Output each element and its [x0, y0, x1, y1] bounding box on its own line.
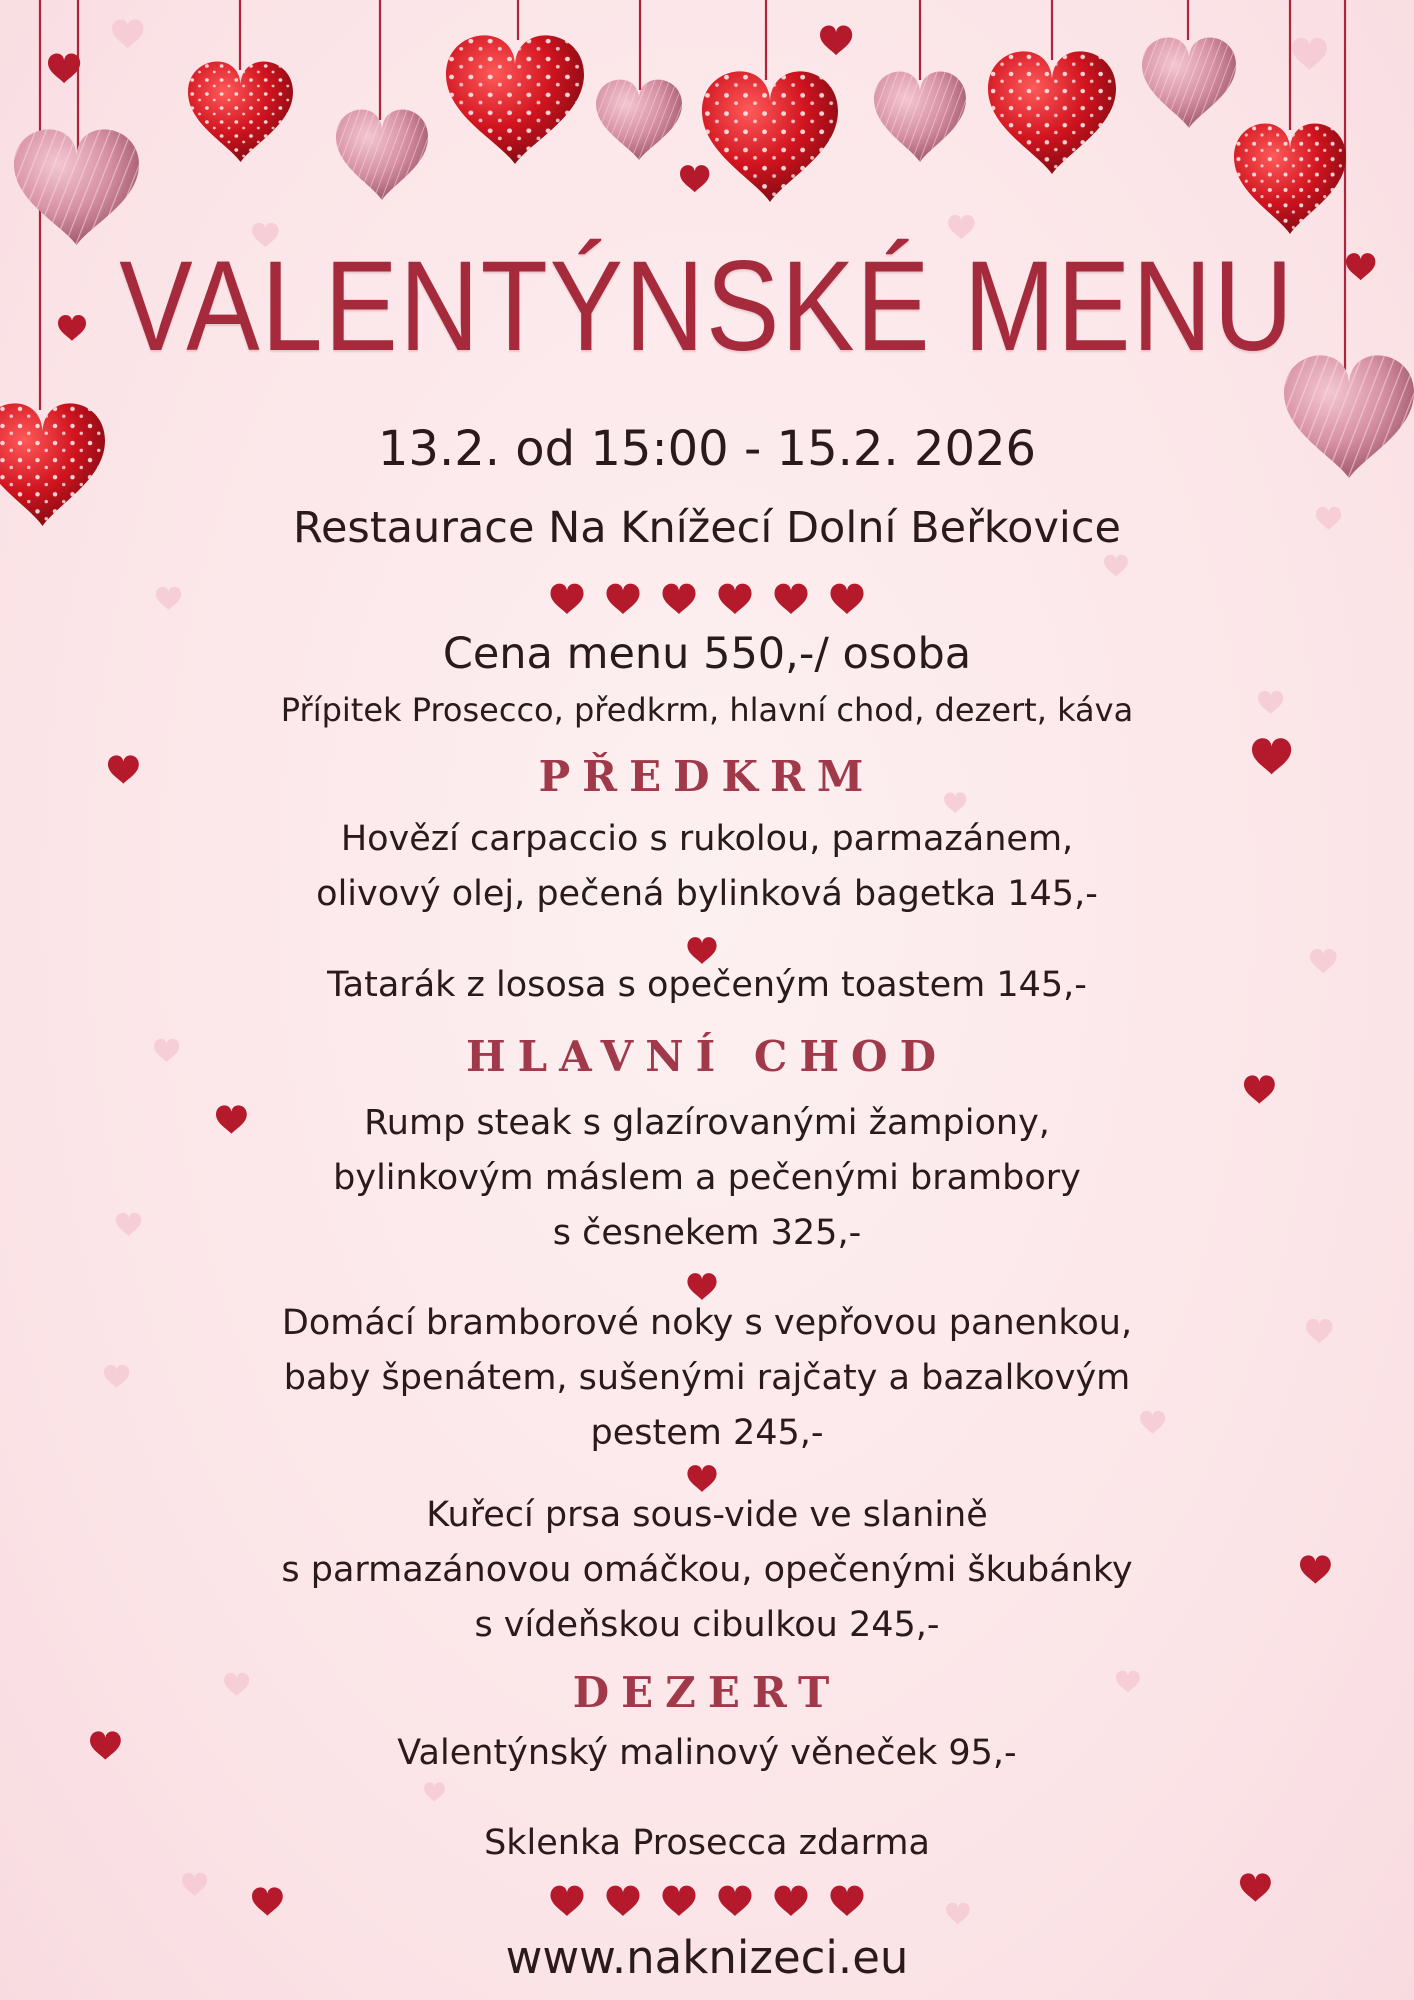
menu-item-line: bylinkovým máslem a pečenými brambory [333, 1158, 1081, 1198]
heart-divider-bottom [0, 1882, 1414, 1916]
menu-price: Cena menu 550,-/ osoba [442, 629, 972, 679]
menu-item-line: baby špenátem, sušenými rajčaty a bazalkovým [283, 1358, 1131, 1398]
venue-name: Restaurace Na Knížecí Dolní Beřkovice [293, 503, 1121, 553]
website-link[interactable]: www.naknizeci.eu [505, 1931, 909, 1984]
section-title-dessert: DEZERT [572, 1668, 842, 1717]
menu-item [0, 1488, 1414, 1653]
heart-icon [605, 1882, 641, 1916]
menu-item-line: olivový olej, pečená bylinková bagetka 145,- [316, 874, 1098, 914]
menu-item-line: Rump steak s glazírovanými žampiony, [364, 1103, 1050, 1143]
menu-item [0, 958, 1414, 1013]
menu-item [0, 812, 1414, 922]
heart-icon [717, 1882, 753, 1916]
heart-icon [773, 580, 809, 614]
heart-icon [829, 1882, 865, 1916]
event-date: 13.2. od 15:00 - 15.2. 2026 [377, 421, 1037, 477]
menu-item-line: Valentýnský malinový věneček 95,- [397, 1733, 1017, 1773]
menu-item-line: s parmazánovou omáčkou, opečenými škubánky [281, 1550, 1133, 1590]
heart-icon [661, 1882, 697, 1916]
menu-item-line: Tatarák z lososa s opečeným toastem 145,- [327, 965, 1087, 1005]
menu-item-line: Hovězí carpaccio s rukolou, parmazánem, [340, 819, 1074, 859]
menu-item-line: s česnekem 325,- [552, 1213, 862, 1253]
heart-divider-top [0, 580, 1414, 614]
menu-item-line: Kuřecí prsa sous-vide ve slanině [426, 1495, 988, 1535]
heart-icon [829, 580, 865, 614]
section-title-main: HLAVNÍ CHOD [465, 1032, 949, 1081]
section-title-starter: PŘEDKRM [538, 752, 876, 801]
menu-item-line: s vídeňskou cibulkou 245,- [474, 1605, 940, 1645]
menu-item [0, 1726, 1414, 1781]
heart-icon [773, 1882, 809, 1916]
menu-includes: Přípitek Prosecco, předkrm, hlavní chod, dezert, káva [280, 691, 1134, 729]
heart-icon [549, 580, 585, 614]
menu-item [0, 1296, 1414, 1461]
heart-icon [549, 1882, 585, 1916]
heart-icon [661, 580, 697, 614]
heart-icon [605, 580, 641, 614]
menu-item [0, 1096, 1414, 1261]
menu-item-line: Domácí bramborové noky s vepřovou panenkou, [281, 1303, 1133, 1343]
page-title: VALENTÝNSKÉ MENU [119, 235, 1295, 378]
menu-item-line: pestem 245,- [590, 1413, 824, 1453]
heart-icon [717, 580, 753, 614]
extra-offer: Sklenka Prosecca zdarma [484, 1823, 930, 1863]
